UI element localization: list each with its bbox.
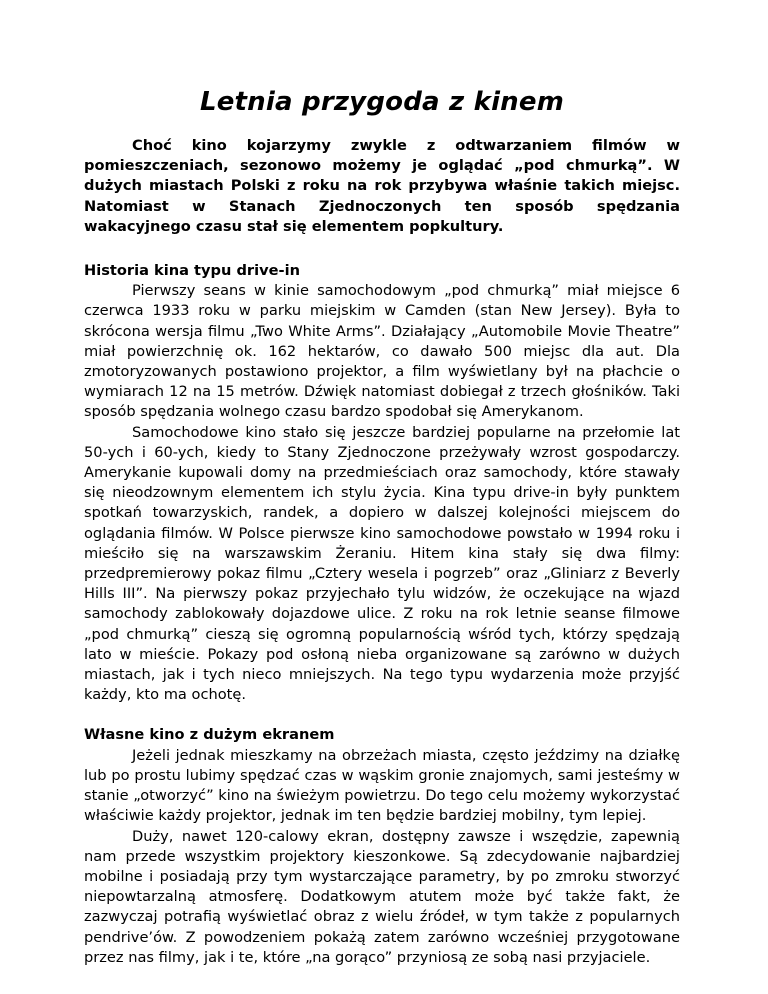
section-heading-own-cinema: Własne kino z dużym ekranem xyxy=(84,726,335,744)
paragraph-history-2: Samochodowe kino stało się jeszcze bardziej popularne na przełomie lat 50-ych i 60-ych, kiedy to Stany Zjednoczone przeżywały wzrost gospodarczy. Amerykanie kupowali domy na przedmieściach oraz samochody, które stawały się nieodzownym elementem ich stylu życia. Kina typu drive-in były punktem spotkań towarzyskich, randek, a dopiero w dalszej kolejności miejscem do oglądania filmów. W Polsce pierwsze kino samochodowe powstało w 1994 roku i mieściło się na warszawskim Żeraniu. Hitem kina stały się dwa filmy: przedpremierowy pokaz filmu „Cztery wesela i pogrzeb” oraz „Gliniarz z Beverly Hills III”. Na pierwszy pokaz przyjechało tylu widzów, że oczekujące na wjazd samochody zablokowały dojazdowe ulice. Z roku na rok letnie seanse filmowe „pod chmurką” cieszą się ogromną popularnością wśród tych, którzy spędzają lato w mieście. Pokazy pod osłoną nieba organizowane są zarówno w dużych miastach, jak i tych nieco mniejszych. Na tego typu wydarzenia może przyjść każdy, kto ma ochotę. xyxy=(84,423,680,704)
paragraph-history-1: Pierwszy seans w kinie samochodowym „pod chmurką” miał miejsce 6 czerwca 1933 roku w parku miejskim w Camden (stan New Jersey). Była to skrócona wersja filmu „Two White Arms”. Działający „Automobile Movie Theatre” miał powierzchnię ok. 162 hektarów, co dawało 500 miejsc dla aut. Dla zmotoryzowanych postawiono projektor, a film wyświetlany był na płachcie o wymiarach 12 na 15 metrów. Dźwięk natomiast dobiegał z trzech głośników. Taki sposób spędzania wolnego czasu bardzo spodobał się Amerykanom. xyxy=(84,282,680,421)
document-title: Letnia przygoda z kinem xyxy=(199,87,565,117)
section-heading-history: Historia kina typu drive-in xyxy=(84,262,300,280)
document-page xyxy=(84,84,680,968)
section-spacer xyxy=(84,705,680,725)
paragraph-own-cinema-1: Jeżeli jednak mieszkamy na obrzeżach miasta, często jeździmy na działkę lub po prostu lubimy spędzać czas w wąskim gronie znajomych, sami jesteśmy w stanie „otworzyć” kino na świeżym powietrzu. Do tego celu możemy wykorzystać właściwie każdy projektor, jednak im ten będzie bardziej mobilny, tym lepiej. xyxy=(84,746,680,825)
section-own-cinema xyxy=(84,725,680,967)
section-history xyxy=(84,261,680,705)
lead-paragraph: Choć kino kojarzymy zwykle z odtwarzaniem filmów w pomieszczeniach, sezonowo możemy je oglądać „pod chmurką”. W dużych miastach Polski z roku na rok przybywa właśnie takich miejsc. Natomiast w Stanach Zjednoczonych ten sposób spędzania wakacyjnego czasu stał się elementem popkultury. xyxy=(84,137,680,235)
paragraph-own-cinema-2: Duży, nawet 120-calowy ekran, dostępny zawsze i wszędzie, zapewnią nam przede wszystkim projektory kieszonkowe. Są zdecydowanie najbardziej mobilne i posiadają przy tym wystarczające parametry, by po zmroku stworzyć niepowtarzalną atmosferę. Dodatkowym atutem może być także fakt, że zazwyczaj potrafią wyświetlać obraz z wielu źródeł, w tym także z popularnych pendrive’ów. Z powodzeniem pokażą zatem zarówno wcześniej przygotowane przez nas filmy, jak i te, które „na gorąco” przyniosą ze sobą nasi przyjaciele. xyxy=(84,827,680,966)
